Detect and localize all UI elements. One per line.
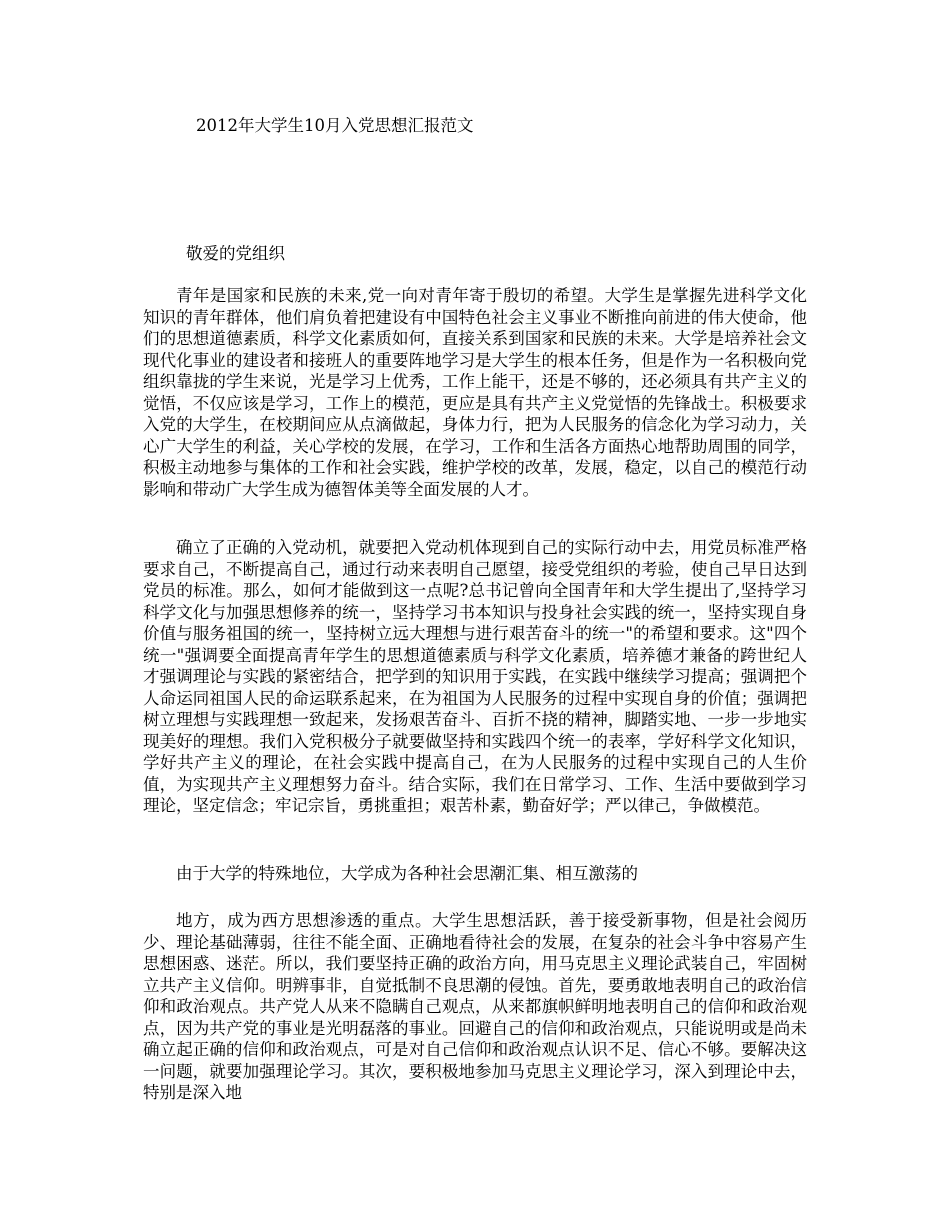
paragraph-1: 青年是国家和民族的未来,党一向对青年寄于殷切的希望。大学生是掌握先进科学文化知识的青年群体，他们肩负着把建设有中国特色社会主义事业不断推向前进的伟大使命，他们的思想道德素质，科学文化素质如何，直接关系到国家和民族的未来。大学是培养社会文现代化事业的建设者和接班人的重要阵地学习是大学生的根本任务，但是作为一名积极向党组织靠拢的学生来说，光是学习上优秀，工作上能干，还是不够的，还必须具有共产主义的觉悟，不仅应该是学习，工作上的模范，更应是具有共产主义党觉悟的先锋战士。积极要求入党的大学生，在校期间应从点滴做起，身体力行，把为人民服务的信念化为学习动力，关心广大学生的利益，关心学校的发展，在学习，工作和生活各方面热心地帮助周围的同学，积极主动地参与集体的工作和社会实践，维护学校的改革，发展，稳定，以自己的模范行动影响和带动广大学生成为德智体美等全面发展的人才。 [143, 286, 807, 499]
document-title: 2012年大学生10月入党思想汇报范文 [196, 116, 474, 135]
paragraph-4: 地方，成为西方思想渗透的重点。大学生思想活跃，善于接受新事物，但是社会阅历少、理论基础薄弱，往往不能全面、正确地看待社会的发展，在复杂的社会斗争中容易产生思想困惑、迷茫。所以，我们要坚持正确的政治方向，用马克思主义理论武装自己，牢固树立共产主义信仰。明辨事非，自觉抵制不良思潮的侵蚀。首先，要勇敢地表明自己的政治信仰和政治观点。共产党人从来不隐瞒自己观点，从来都旗帜鲜明地表明自己的信仰和政治观点，因为共产党的事业是光明磊落的事业。回避自己的信仰和政治观点，只能说明或是尚未确立起正确的信仰和政治观点，可是对自己信仰和政治观点认识不足、信心不够。要解决这一问题，就要加强理论学习。其次，要积极地参加马克思主义理论学习，深入到理论中去，特别是深入地 [143, 911, 807, 1102]
paragraph-2: 确立了正确的入党动机，就要把入党动机体现到自己的实际行动中去，用党员标准严格要求自己，不断提高自己，通过行动来表明自己愿望，接受党组织的考验，使自己早日达到党员的标准。那么，如何才能做到这一点呢?总书记曾向全国青年和大学生提出了,坚持学习科学文化与加强思想修养的统一，坚持学习书本知识与投身社会实践的统一，坚持实现自身价值与服务祖国的统一，坚持树立远大理想与进行艰苦奋斗的统一"的希望和要求。这"四个统一"强调要全面提高青年学生的思想道德素质与科学文化素质，培养德才兼备的跨世纪人才强调理论与实践的紧密结合，把学到的知识用于实践，在实践中继续学习提高；强调把个人命运同祖国人民的命运联系起来，在为祖国为人民服务的过程中实现自身的价值；强调把树立理想与实践理想一致起来，发扬艰苦奋斗、百折不挠的精神，脚踏实地、一步一步地实现美好的理想。我们入党积极分子就要做坚持和实践四个统一的表率，学好科学文化知识，学好共产主义的理论，在社会实践中提高自己，在为人民服务的过程中实现自己的人生价值，为实现共产主义理想努力奋斗。结合实际，我们在日常学习、工作、生活中要做到学习理论，坚定信念；牢记宗旨，勇挑重担；艰苦朴素，勤奋好学；严以律己，争做模范。 [143, 538, 807, 815]
salutation: 敬爱的党组织 [186, 244, 285, 263]
paragraph-3: 由于大学的特殊地位，大学成为各种社会思潮汇集、相互激荡的 [176, 864, 638, 883]
